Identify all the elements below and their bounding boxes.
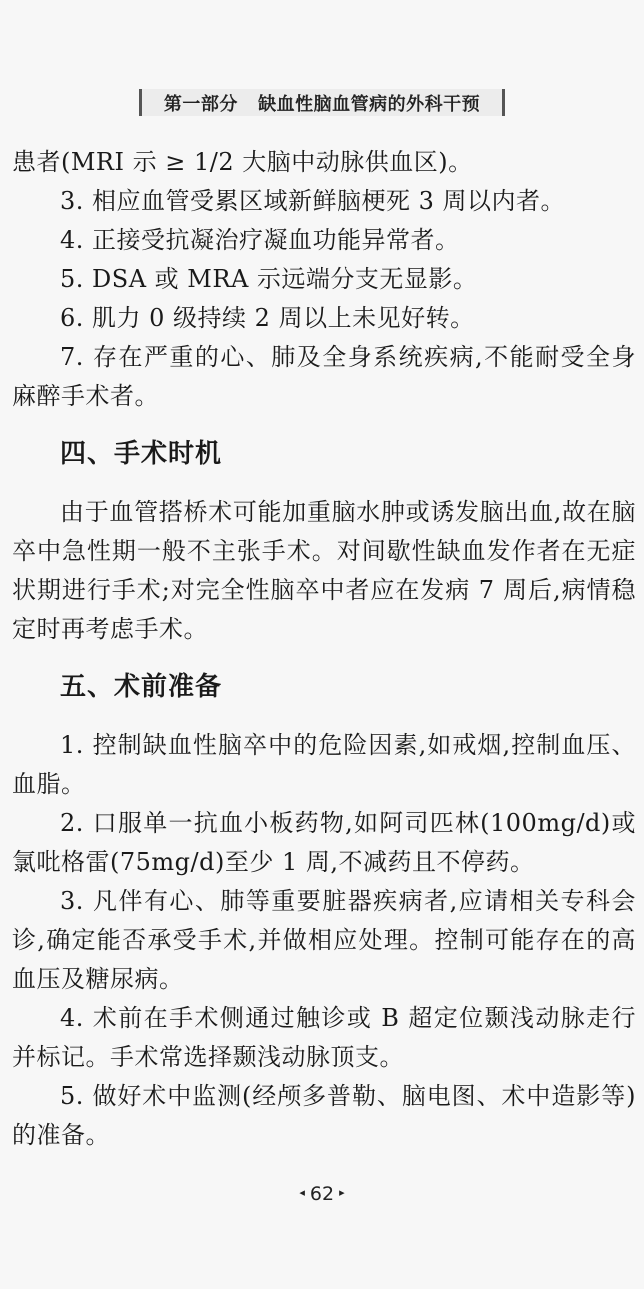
running-header: 第一部分 缺血性脑血管病的外科干预: [139, 89, 505, 116]
page-footer: [0, 1183, 644, 1205]
preop-item-4: 4. 术前在手术侧通过触诊或 B 超定位颞浅动脉走行并标记。手术常选择颞浅动脉顶支。: [12, 1004, 636, 1071]
continued-paragraph: 患者(MRI 示 ≥ 1/2 大脑中动脉供血区)。: [12, 148, 473, 176]
preop-item-2: 2. 口服单一抗血小板药物,如阿司匹林(100mg/d)或氯吡格雷(75mg/d)至少 1 周,不减药且不停药。: [12, 809, 636, 876]
contraindication-item-7: 7. 存在严重的心、肺及全身系统疾病,不能耐受全身麻醉手术者。: [12, 343, 636, 410]
left-triangle-icon: ◂: [299, 1186, 305, 1199]
contraindication-item-4: 4. 正接受抗凝治疗凝血功能异常者。: [60, 226, 460, 254]
contraindication-item-5: 5. DSA 或 MRA 示远端分支无显影。: [60, 265, 478, 293]
preop-item-3: 3. 凡伴有心、肺等重要脏器疾病者,应请相关专科会诊,确定能否承受手术,并做相应处理。控制可能存在的高血压及糖尿病。: [12, 887, 636, 993]
section-heading-preop-preparation: 五、术前准备: [60, 672, 223, 702]
section-heading-surgery-timing: 四、手术时机: [60, 439, 223, 469]
contraindication-item-3: 3. 相应血管受累区域新鲜脑梗死 3 周以内者。: [60, 187, 566, 215]
page-content: [12, 143, 636, 1155]
preop-item-1: 1. 控制缺血性脑卒中的危险因素,如戒烟,控制血压、血脂。: [12, 731, 636, 798]
page-number: 62: [309, 1183, 335, 1205]
preop-item-5: 5. 做好术中监测(经颅多普勒、脑电图、术中造影等)的准备。: [12, 1082, 636, 1149]
contraindication-item-6: 6. 肌力 0 级持续 2 周以上未见好转。: [60, 304, 475, 332]
right-triangle-icon: ▸: [339, 1186, 345, 1199]
surgery-timing-paragraph: 由于血管搭桥术可能加重脑水肿或诱发脑出血,故在脑卒中急性期一般不主张手术。对间歇性缺血发作者在无症状期进行手术;对完全性脑卒中者应在发病 7 周后,病情稳定时再考虑手术。: [12, 498, 636, 643]
